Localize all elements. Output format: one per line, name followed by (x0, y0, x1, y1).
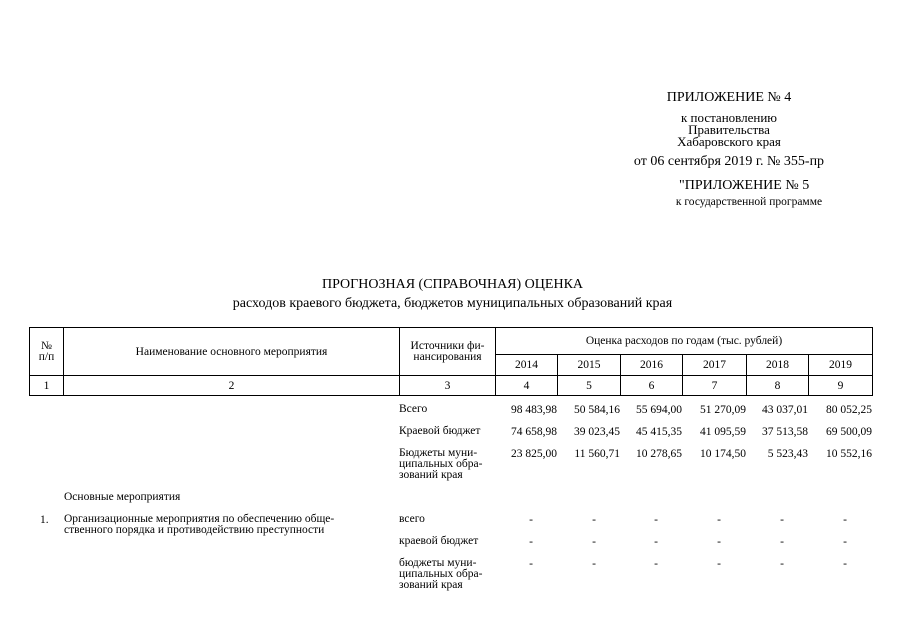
header-col-source-l1: Источники фи- (410, 339, 485, 352)
value-cell: 80 052,25 (826, 404, 872, 416)
source-label-line: бюджеты муни- (399, 557, 477, 569)
header-col-name: Наименование основного мероприятия (64, 328, 400, 376)
value-cell: 50 584,16 (574, 404, 620, 416)
empty-value-dash: - (717, 514, 721, 526)
source-label: Всего (399, 403, 428, 415)
value-cell: 74 658,98 (511, 426, 557, 438)
annex-line-2: Правительства (688, 122, 770, 137)
source-label-line: Бюджеты муни- (399, 447, 478, 459)
empty-value-dash: - (592, 558, 596, 570)
header-year: 2016 (621, 355, 683, 376)
empty-value-dash: - (654, 536, 658, 548)
section-label: Основные мероприятия (64, 491, 181, 503)
source-label: краевой бюджет (399, 535, 479, 547)
column-number: 8 (747, 376, 809, 396)
source-label: всего (399, 513, 425, 525)
document-title: ПРОГНОЗНАЯ (СПРАВОЧНАЯ) ОЦЕНКА (321, 277, 584, 292)
column-number: 6 (621, 376, 683, 396)
column-number: 7 (683, 376, 747, 396)
value-cell: 10 552,16 (826, 448, 872, 460)
value-cell: 43 037,01 (762, 404, 808, 416)
source-label-line: ципальных обра- (399, 568, 483, 580)
empty-value-dash: - (780, 536, 784, 548)
value-cell: 10 174,50 (700, 448, 746, 460)
empty-value-dash: - (529, 514, 533, 526)
annex-date-line: от 06 сентября 2019 г. № 355-пр (633, 154, 825, 169)
source-label: Краевой бюджет (399, 425, 481, 437)
empty-value-dash: - (843, 558, 847, 570)
header-years-group: Оценка расходов по годам (тыс. рублей) (496, 328, 873, 355)
header-col-number-l1: № (41, 339, 52, 352)
source-label-line: зований края (399, 579, 463, 591)
empty-value-dash: - (717, 558, 721, 570)
source-label-line: ципальных обра- (399, 458, 483, 470)
annex-line-3: Хабаровского края (677, 134, 781, 149)
annex-line-1: к постановлению (680, 110, 778, 125)
empty-value-dash: - (717, 536, 721, 548)
empty-value-dash: - (780, 514, 784, 526)
header-year: 2018 (747, 355, 809, 376)
empty-value-dash: - (780, 558, 784, 570)
header-year: 2019 (809, 355, 873, 376)
document-subtitle: расходов краевого бюджета, бюджетов муниципальных образований края (232, 296, 673, 311)
empty-value-dash: - (592, 536, 596, 548)
column-number: 5 (558, 376, 621, 396)
value-cell: 39 023,45 (574, 426, 620, 438)
value-cell: 55 694,00 (636, 404, 682, 416)
item-name-line: Организационные мероприятия по обеспечению обще- (64, 513, 335, 525)
value-cell: 23 825,00 (511, 448, 557, 460)
header-col-source-l2: нансирования (413, 350, 482, 363)
empty-value-dash: - (592, 514, 596, 526)
column-number: 2 (64, 376, 400, 396)
source-label (399, 558, 482, 591)
header-year: 2014 (496, 355, 558, 376)
item-name-line: ственного порядка и противодействию преступности (64, 524, 325, 536)
annex-title: ПРИЛОЖЕНИЕ № 4 (666, 90, 792, 105)
value-cell: 11 560,71 (574, 448, 620, 460)
column-number: 1 (30, 376, 64, 396)
value-cell: 10 278,65 (636, 448, 682, 460)
empty-value-dash: - (843, 514, 847, 526)
source-label (399, 448, 482, 481)
annex2-subtitle: к государственной программе (675, 196, 823, 208)
header-col-number-l2: п/п (38, 350, 55, 363)
column-number: 3 (400, 376, 496, 396)
source-label-line: зований края (399, 469, 463, 481)
value-cell: 51 270,09 (700, 404, 746, 416)
column-number: 9 (809, 376, 873, 396)
item-name (64, 514, 334, 536)
empty-value-dash: - (654, 514, 658, 526)
item-number: 1. (40, 514, 49, 526)
value-cell: 41 095,59 (700, 426, 746, 438)
annex2-title: "ПРИЛОЖЕНИЕ № 5 (679, 178, 810, 193)
column-number: 4 (496, 376, 558, 396)
value-cell: 69 500,09 (826, 426, 872, 438)
value-cell: 45 415,35 (636, 426, 682, 438)
empty-value-dash: - (529, 536, 533, 548)
value-cell: 98 483,98 (511, 404, 557, 416)
header-year: 2015 (558, 355, 621, 376)
empty-value-dash: - (843, 536, 847, 548)
header-year: 2017 (683, 355, 747, 376)
value-cell: 37 513,58 (762, 426, 808, 438)
empty-value-dash: - (529, 558, 533, 570)
value-cell: 5 523,43 (767, 448, 808, 460)
empty-value-dash: - (654, 558, 658, 570)
